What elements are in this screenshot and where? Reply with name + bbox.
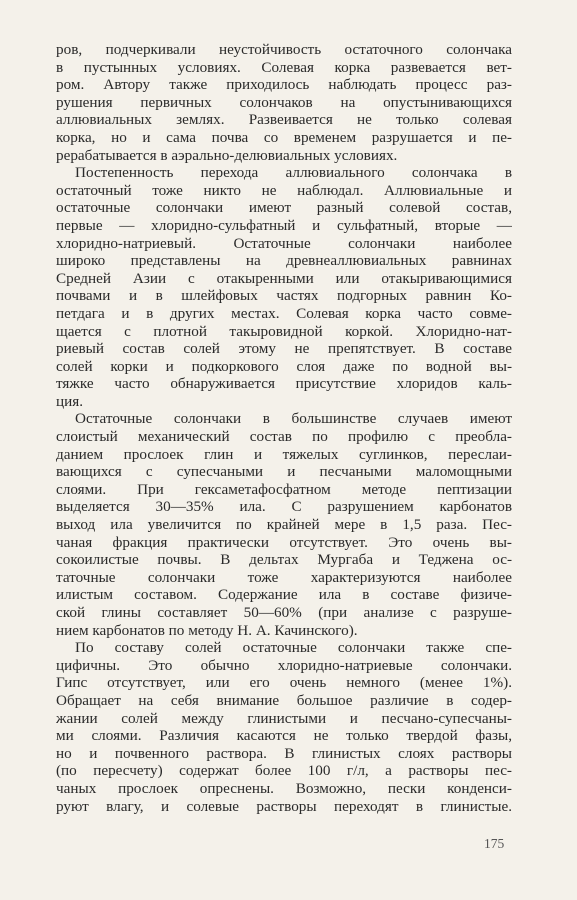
text-line: таточные солончаки тоже характеризуются наиболее [56,568,512,586]
text-line: выход ила увеличится по крайней мере в 1,5 раза. Пес- [56,516,512,534]
text-line: ция. [56,392,84,410]
page-number: 175 [484,836,505,851]
text-line: руют влагу, и солевые растворы переходят в глинистые. [56,797,512,815]
text-line: в пустынных условиях. Солевая корка развевается вет- [56,58,512,76]
text-line: Остаточные солончаки в большинстве случаев имеют [75,410,512,428]
text-line: аллювиальных землях. Развеивается не только солевая [56,111,512,129]
body-text [56,41,512,815]
text-line: остаточные солончаки имеют разный солевой состав, [56,199,512,217]
text-line: солей корки и подкоркового слоя даже по водной вы- [56,357,512,375]
text-line: вающихся с супесчаными и песчаными маломощными [56,463,512,481]
text-line: Гипс отсутствует, или его очень немного (менее 1%). [56,674,512,692]
text-line: По составу солей остаточные солончаки также спе- [75,639,512,657]
text-line: слоями. При гексаметафосфатном методе пептизации [56,480,512,498]
text-line: но и почвенного раствора. В глинистых слоях растворы [56,744,512,762]
text-line: жании солей между глинистыми и песчано-супесчаны- [56,709,512,727]
paragraph-4 [56,639,512,815]
text-line: выделяется 30—35% ила. С разрушением карбонатов [56,498,512,516]
text-line: сокоилистые почвы. В дельтах Мургаба и Теджена ос- [56,551,512,569]
text-line: тяжке часто обнаруживается присутствие хлоридов каль- [56,375,512,393]
text-line: остаточный тоже никто не наблюдал. Аллювиальные и [56,181,512,199]
text-line: цифичны. Это обычно хлоридно-натриевые солончаки. [56,656,512,674]
text-line: (по пересчету) содержат более 100 г/л, а растворы пес- [56,762,512,780]
text-line: первые — хлоридно-сульфатный и сульфатный, вторые — [56,216,512,234]
text-line: широко представлены на древнеаллювиальных равнинах [56,252,512,270]
text-line: ми слоями. Различия касаются не только твердой фазы, [56,727,512,745]
text-line: данием прослоек глин и тяжелых суглинков, переслаи- [56,445,512,463]
text-line: петдага и в других местах. Солевая корка часто совме- [56,304,512,322]
text-line: корка, но и сама почва со временем разрушается и пе- [56,128,512,146]
text-line: чаная фракция практически отсутствует. Это очень вы- [56,533,512,551]
paragraph-2 [56,164,512,410]
text-line: нием карбонатов по методу Н. А. Качинского). [56,621,358,639]
text-line: слоистый механический состав по профилю с преобла- [56,428,512,446]
text-line: рерабатывается в аэрально-делювиальных условиях. [56,146,398,164]
text-line: риевый состав солей этому не препятствует. В составе [56,340,512,358]
text-line: чаных прослоек опреснены. Возможно, пески конденси- [56,779,512,797]
text-line: хлоридно-натриевый. Остаточные солончаки наиболее [56,234,512,252]
paragraph-1 [56,41,512,164]
text-line: почвами и в шлейфовых частях подгорных равнин Ко- [56,287,512,305]
text-line: Обращает на себя внимание большое различие в содер- [56,691,512,709]
text-line: Средней Азии с отакыренными или отакыривающимися [56,269,512,287]
text-line: ской глины составляет 50—60% (при анализе с разруше- [56,604,512,621]
text-line: щается с плотной такыровидной коркой. Хлоридно-нат- [56,322,512,340]
text-line: Постепенность перехода аллювиального солончака в [75,164,512,182]
text-line: ром. Автору также приходилось наблюдать процесс раз- [56,76,512,94]
text-line: илистым составом. Содержание ила в составе физиче- [56,586,512,604]
text-line: рушения первичных солончаков на опустынивающихся [56,93,512,111]
paragraph-3 [56,410,512,639]
text-line: ров, подчеркивали неустойчивость остаточного солончака [56,41,512,58]
